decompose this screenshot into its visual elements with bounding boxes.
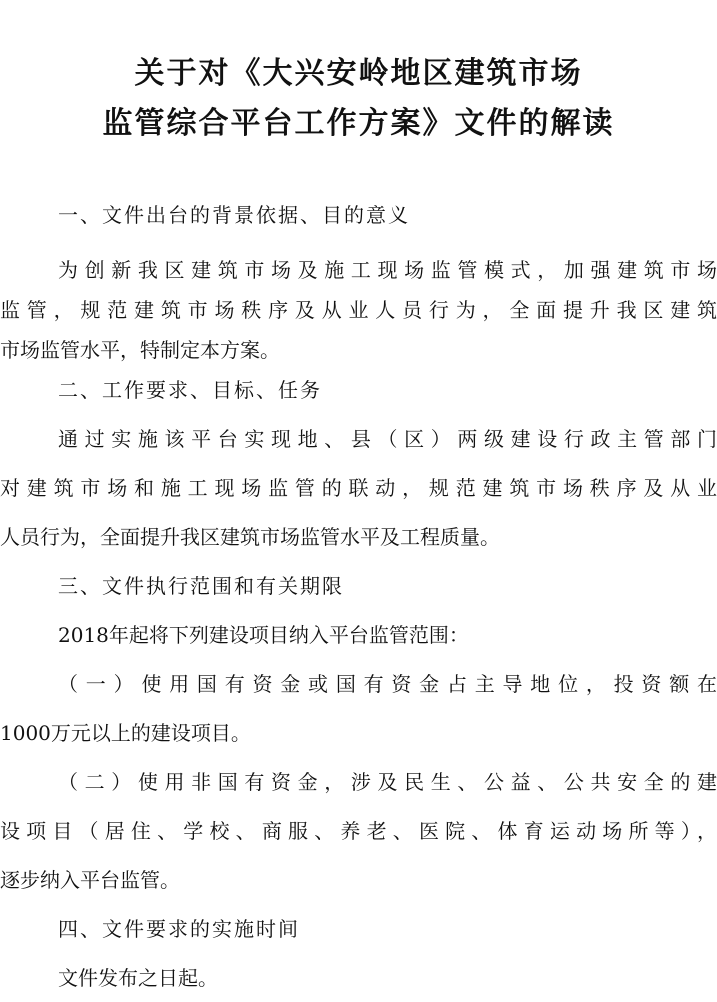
section-heading-2: 二、工作要求、目标、任务 — [58, 378, 322, 402]
paragraph-line: 文件发布之日起。 — [58, 966, 218, 990]
paragraph-line: 1000万元以上的建设项目。 — [0, 721, 251, 745]
document-title-line-1: 关于对《大兴安岭地区建筑市场 — [134, 56, 583, 91]
paragraph-line: 监管，规范建筑市场秩序及从业人员行为，全面提升我区建筑 — [0, 298, 717, 322]
paragraph-line: 逐步纳入平台监管。 — [0, 868, 180, 892]
paragraph-line: 2018年起将下列建设项目纳入平台监管范围： — [58, 623, 469, 647]
paragraph-line: （一）使用国有资金或国有资金占主导地位，投资额在 — [58, 672, 717, 696]
paragraph-line: 市场监管水平，特制定本方案。 — [0, 338, 280, 362]
paragraph-line: 通过实施该平台实现地、县（区）两级建设行政主管部门 — [58, 427, 717, 451]
paragraph-line: （二）使用非国有资金，涉及民生、公益、公共安全的建 — [58, 770, 717, 794]
paragraph-line: 人员行为，全面提升我区建筑市场监管水平及工程质量。 — [0, 525, 500, 549]
document-title-line-2: 监管综合平台工作方案》文件的解读 — [102, 106, 615, 141]
section-heading-4: 四、文件要求的实施时间 — [58, 917, 300, 941]
paragraph-line: 为创新我区建筑市场及施工现场监管模式，加强建筑市场 — [58, 258, 717, 282]
section-heading-3: 三、文件执行范围和有关期限 — [58, 574, 344, 598]
section-heading-1: 一、文件出台的背景依据、目的意义 — [58, 203, 410, 227]
paragraph-line: 对建筑市场和施工现场监管的联动，规范建筑市场秩序及从业 — [0, 476, 717, 500]
paragraph-line: 设项目（居住、学校、商服、养老、医院、体育运动场所等）， — [0, 819, 717, 843]
